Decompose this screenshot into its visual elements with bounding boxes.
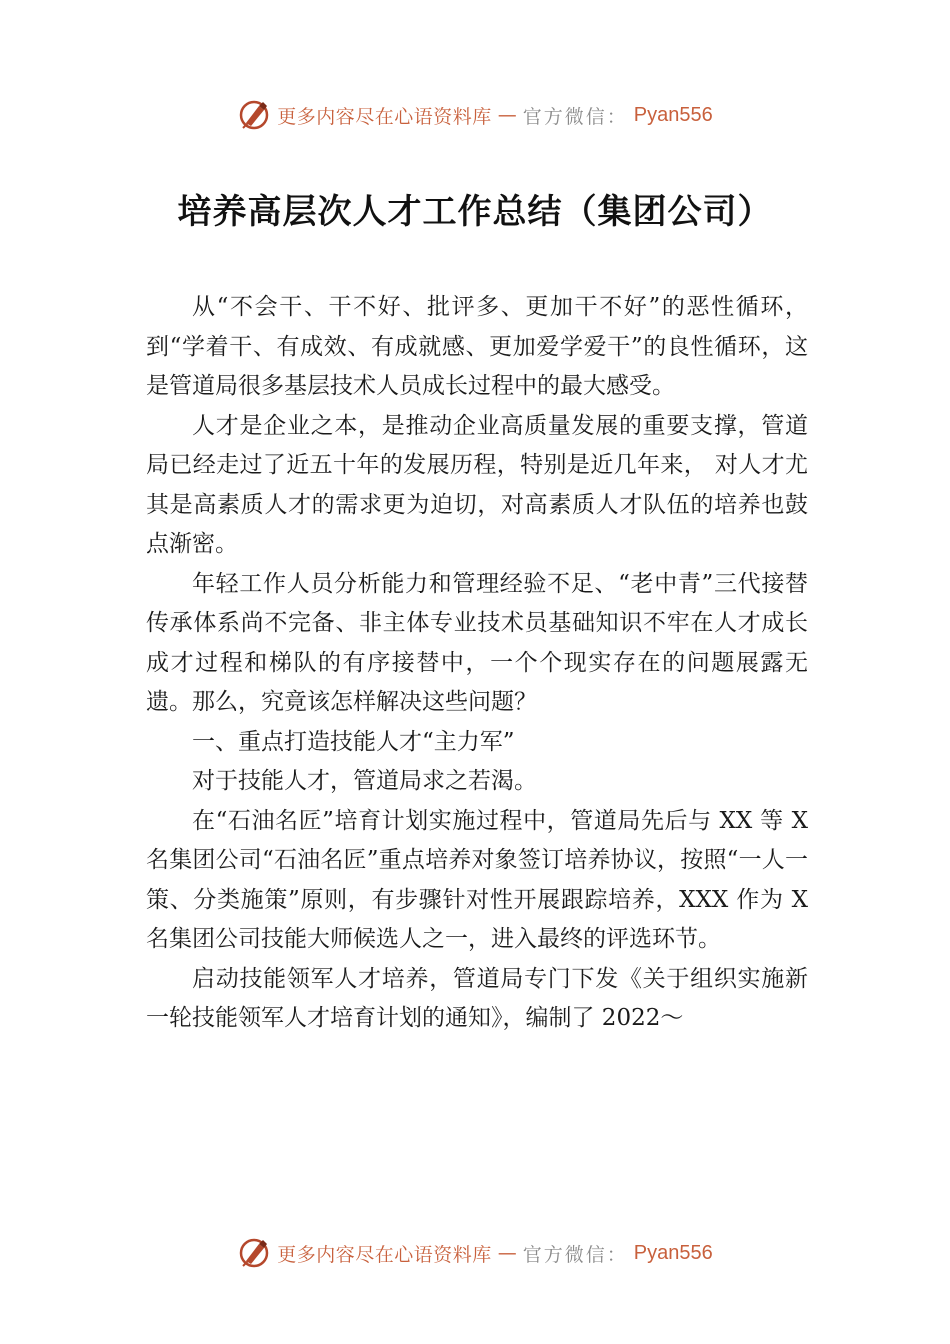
paragraph: 启动技能领军人才培养，管道局专门下发《关于组织实施新一轮技能领军人才培育计划的通知》，编制了 2022～ (146, 965, 808, 1031)
document-body (146, 288, 808, 1039)
pen-nib-logo-icon (237, 98, 271, 132)
pen-nib-logo-icon (237, 1236, 271, 1270)
wechat-id: Pyan556 (633, 103, 713, 126)
footer-watermark-banner (0, 1233, 950, 1273)
paragraph: 对于技能人才，管道局求之若渴。 (192, 768, 537, 794)
brand-text: 更多内容尽在心语资料库 (277, 1243, 492, 1266)
paragraph: 人才是企业之本，是推动企业高质量发展的重要支撑，管道局已经走过了近五十年的发展历程，特别是近几年来， 对人才尤其是高素质人才的需求更为迫切，对高素质人才队伍的培养也鼓点渐密。 (146, 412, 808, 557)
paragraph: 在“石油名匠”培育计划实施过程中，管道局先后与 XX 等 X 名集团公司“石油名匠”重点培养对象签订培养协议，按照“一人一策、分类施策”原则，有步骤针对性开展跟踪培养，XXX 作为 X 名集团公司技能大师候选人之一，进入最终的评选环节。 (146, 807, 808, 952)
wechat-label: 官方微信： (522, 1243, 628, 1266)
paragraph: 从“不会干、干不好、批评多、更加干不好”的恶性循环，到“学着干、有成效、有成就感、更加爱学爱干”的良性循环，这是管道局很多基层技术人员成长过程中的最大感受。 (146, 294, 808, 399)
document-title: 培养高层次人才工作总结（集团公司） (177, 192, 773, 232)
header-watermark-banner (0, 95, 950, 135)
paragraph: 年轻工作人员分析能力和管理经验不足、“老中青”三代接替传承体系尚不完备、非主体专业技术员基础知识不牢在人才成长成才过程和梯队的有序接替中，一个个现实存在的问题展露无遗。那么，究竟该怎样解决这些问题？ (146, 570, 808, 715)
banner-separator: — (497, 104, 517, 126)
wechat-id: Pyan556 (633, 1241, 713, 1264)
banner-separator: — (497, 1242, 517, 1264)
section-heading: 一、重点打造技能人才“主力军” (192, 728, 515, 755)
wechat-label: 官方微信： (522, 105, 628, 128)
brand-text: 更多内容尽在心语资料库 (277, 105, 492, 128)
